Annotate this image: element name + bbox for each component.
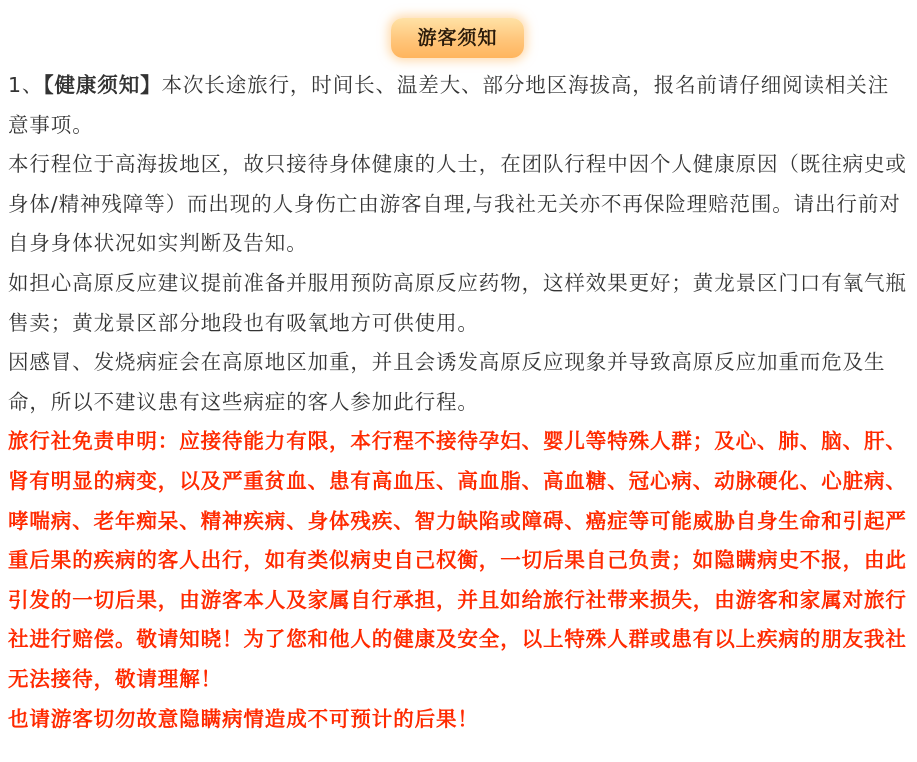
health-notice-label: 【健康须知】 [43,73,162,97]
notice-title-badge: 游客须知 [391,18,523,58]
notice-body [8,66,907,739]
health-notice-paragraph [8,66,907,145]
disclaimer-paragraph: 旅行社免责申明：应接待能力有限，本行程不接待孕妇、婴儿等特殊人群；及心、肺、脑、肝、肾有明显的病变，以及严重贫血、患有高血压、高血脂、高血糖、冠心病、动脉硬化、心脏病、哮喘病、老年痴呆、精神疾病、身体残疾、智力缺陷或障碍、癌症等可能威胁自身生命和引起严重后果的疾病的客人出行，如有类似病史自己权衡，一切后果自己负责；如隐瞒病史不报，由此引发的一切后果，由游客本人及家属自行承担，并且如给旅行社带来损失，由游客和家属对旅行社进行赔偿。敬请知晓！为了您和他人的健康及安全，以上特殊人群或患有以上疾病的朋友我社无法接待，敬请理解！ [8,429,907,691]
health-notice-index: 1、 [8,73,44,97]
final-warning-paragraph: 也请游客切勿故意隐瞒病情造成不可预计的后果！ [8,706,479,731]
header [8,0,907,66]
altitude-sickness-paragraph: 如担心高原反应建议提前准备并服用预防高原反应药物，这样效果更好；黄龙景区门口有氧气瓶售卖；黄龙景区部分地段也有吸氧地方可供使用。 [8,270,907,335]
health-notice-intro: 本次长途旅行，时间长、温差大、部分地区海拔高，报名前请仔细阅读相关注意事项。 [8,73,890,137]
altitude-paragraph: 本行程位于高海拔地区，故只接待身体健康的人士，在团队行程中因个人健康原因（既往病史或身体/精神残障等）而出现的人身伤亡由游客自理,与我社无关亦不再保险理赔范围。请出行前对自身身体状况如实判断及告知。 [8,152,907,256]
cold-fever-paragraph: 因感冒、发烧病症会在高原地区加重，并且会诱发高原反应现象并导致高原反应加重而危及生命，所以不建议患有这些病症的客人参加此行程。 [8,350,886,414]
